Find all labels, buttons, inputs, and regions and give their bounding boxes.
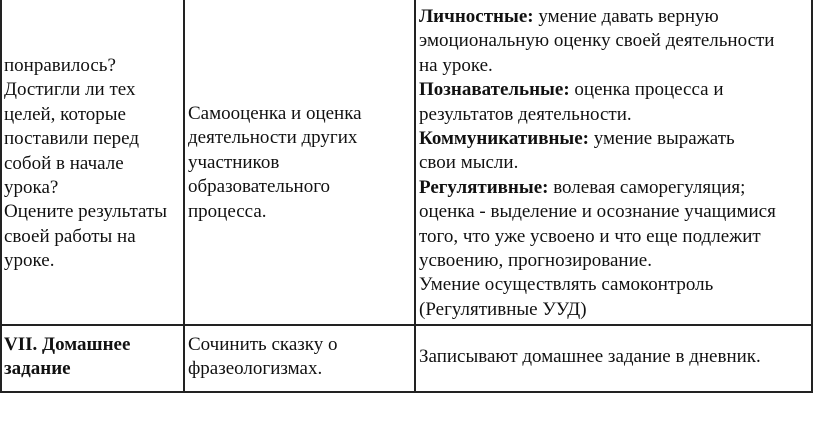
regulatory-label: Регулятивные: (419, 176, 549, 198)
row1-col1-line: собой в начале (4, 152, 124, 174)
regulatory-line-3: того, что уже усвоено и что еще подлежит (419, 225, 761, 247)
table-border-right (811, 0, 813, 393)
row1-col2-line: деятельности других (188, 127, 358, 149)
row1-col1-line: своей работы на (4, 225, 136, 247)
row1-col1-line: Оцените результаты (4, 201, 168, 223)
cognitive-text: оценка процесса и (569, 79, 724, 101)
personal-line-1 (419, 5, 811, 29)
table-border-col2 (414, 0, 416, 393)
row1-col1-cell (4, 54, 182, 274)
regulatory-line-4: усвоению, прогнозирование. (419, 250, 652, 272)
row2-col2-cell (188, 333, 413, 382)
homework-action: Записывают домашнее задание в дневник. (419, 346, 761, 367)
row1-col2-line: процесса. (188, 200, 267, 222)
regulatory-text: волевая саморегуляция; (548, 176, 746, 198)
homework-task-line-2: фразеологизмах. (188, 358, 323, 380)
row1-col2-cell (188, 102, 413, 224)
cognitive-label: Познавательные: (419, 79, 570, 101)
selfcontrol-line-2: (Регулятивные УУД) (419, 298, 587, 320)
table-border-bottom (0, 391, 813, 393)
table-border-row-divider (0, 324, 813, 326)
row1-col1-line: целей, которые (4, 103, 126, 125)
row2-col1-cell (4, 333, 182, 382)
homework-task-line-1: Сочинить сказку о (188, 334, 338, 355)
table-border-left (0, 0, 2, 393)
row1-col1-line: урока? (4, 177, 59, 199)
row1-col1-line: понравилось? (4, 55, 116, 76)
homework-section-title-line-1: VII. Домашнее (4, 334, 131, 355)
row1-col2-line: образовательного (188, 176, 331, 198)
personal-text: умение давать верную (533, 6, 719, 27)
row2-col3-cell (419, 345, 811, 369)
communicative-line-2: свои мысли. (419, 152, 519, 174)
communicative-label: Коммуникативные: (419, 128, 589, 150)
cognitive-line-1 (419, 78, 811, 102)
personal-line-2: эмоциональную оценку своей деятельности (419, 30, 775, 52)
communicative-text: умение выражать (589, 128, 735, 150)
personal-label: Личностные: (419, 6, 534, 27)
row1-col2-line: Самооценка и оценка (188, 103, 362, 124)
personal-line-3: на уроке. (419, 54, 493, 76)
row1-col2-line: участников (188, 151, 280, 173)
regulatory-line-1 (419, 176, 811, 200)
cognitive-line-2: результатов деятельности. (419, 103, 632, 125)
row1-col1-line: поставили перед (4, 128, 140, 150)
row1-col3-cell (419, 5, 811, 322)
table-border-col1 (183, 0, 185, 393)
row1-col1-line: Достигли ли тех (4, 79, 136, 101)
selfcontrol-line-1: Умение осуществлять самоконтроль (419, 274, 714, 296)
regulatory-line-2: оценка - выделение и осознание учащимися (419, 201, 776, 223)
communicative-line-1 (419, 127, 811, 151)
row1-col1-line: уроке. (4, 250, 55, 272)
homework-section-title-line-2: задание (4, 358, 71, 380)
